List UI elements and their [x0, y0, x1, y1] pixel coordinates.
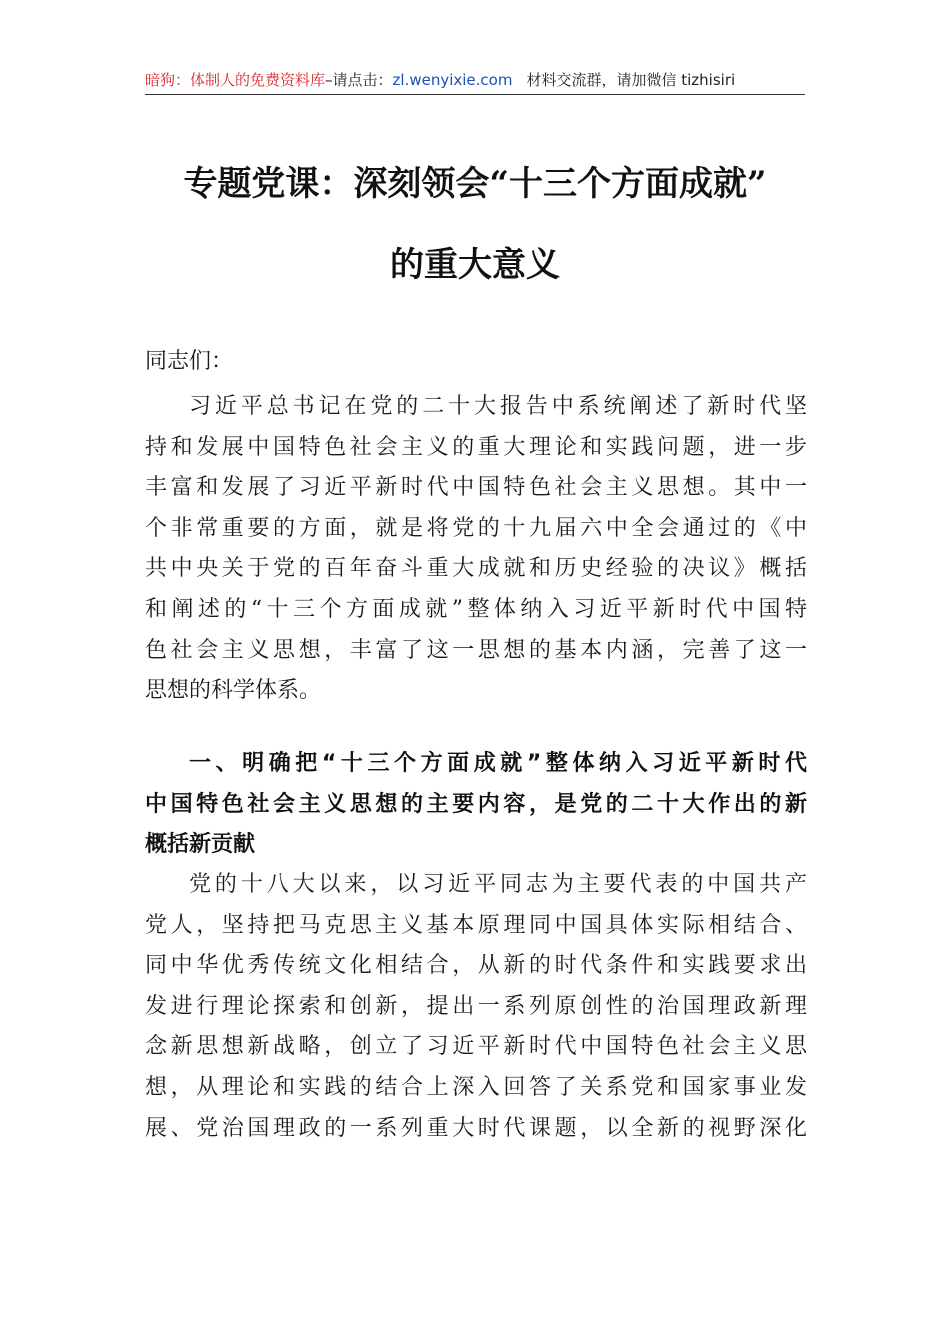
header-contact-text: 材料交流群，请加微信 tizhisiri: [526, 71, 736, 89]
paragraph-line: 和阐述的“十三个方面成就”整体纳入习近平新时代中国特: [145, 596, 807, 622]
paragraph-line: 发进行理论探索和创新，提出一系列原创性的治国理政新理: [145, 993, 807, 1019]
paragraph-line: 思想的科学体系。: [145, 678, 322, 704]
document-title-line-1: 专题党课：深刻领会“十三个方面成就”: [183, 164, 767, 204]
header-promo-text: 暗狗：体制人的免费资料库: [145, 71, 326, 89]
document-title-line-2: 的重大意义: [390, 245, 560, 285]
paragraph-line: 习近平总书记在党的二十大报告中系统阐述了新时代坚: [189, 394, 807, 419]
heading-line: 概括新贡献: [145, 832, 256, 858]
paragraph-line: 想，从理论和实践的结合上深入回答了关系党和国家事业发: [145, 1074, 807, 1100]
paragraph-line: 展、党治国理政的一系列重大时代课题，以全新的视野深化: [145, 1115, 807, 1141]
section-1-heading: [145, 744, 807, 866]
heading-line: 一、明确把“十三个方面成就”整体纳入习近平新时代: [189, 751, 807, 776]
paragraph-line: 丰富和发展了习近平新时代中国特色社会主义思想。其中一: [145, 475, 807, 501]
paragraph-line: 党的十八大以来，以习近平同志为主要代表的中国共产: [189, 872, 807, 897]
paragraph-line: 党人，坚持把马克思主义基本原理同中国具体实际相结合、: [145, 912, 807, 938]
heading-line: 中国特色社会主义思想的主要内容，是党的二十大作出的新: [145, 791, 807, 817]
paragraph-line: 念新思想新战略，创立了习近平新时代中国特色社会主义思: [145, 1034, 807, 1060]
header-link-prefix: –请点击：: [325, 71, 393, 89]
paragraph-line: 共中央关于党的百年奋斗重大成就和历史经验的决议》概括: [145, 556, 807, 582]
header-website-link[interactable]: zl.wenyixie.com: [392, 71, 513, 89]
paragraph-line: 个非常重要的方面，就是将党的十九届六中全会通过的《中: [145, 515, 807, 541]
header-banner: [145, 68, 805, 95]
intro-paragraph: [145, 387, 807, 712]
greeting: 同志们：: [145, 349, 234, 374]
paragraph-line: 持和发展中国特色社会主义的重大理论和实践问题，进一步: [145, 434, 807, 460]
paragraph-line: 同中华优秀传统文化相结合，从新的时代条件和实践要求出: [145, 953, 807, 979]
section-1-paragraph: [145, 865, 807, 1149]
paragraph-line: 色社会主义思想，丰富了这一思想的基本内涵，完善了这一: [145, 637, 807, 663]
